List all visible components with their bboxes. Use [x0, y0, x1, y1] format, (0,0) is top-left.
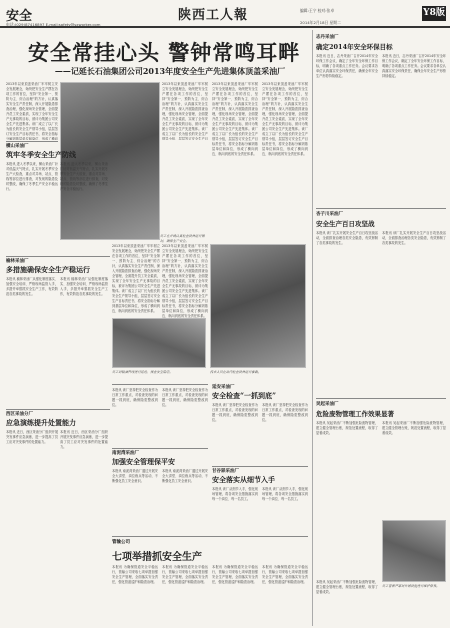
article-tag: 南泥湾采油厂 [112, 451, 139, 456]
photo-caption: 员工对输油管线进行巡检，排查安全隐患。 [112, 370, 173, 374]
photo-maintenance [382, 520, 446, 582]
article-body: 本报讯 该厂坚持把安全检查作为日常工作重点，对检查发现的问题一抓到底，确保隐患整改到位。 [262, 403, 308, 422]
article-body: 本报讯 为确保管道安全平稳运行，管输公司采取七项举措加强安全生产管理，全面落实安全责任，强化管道巡护和隐患治理。 [262, 565, 308, 584]
article-body: 本报讯 近日，西区采油分厂组织开展突发事件应急演练，进一步提高了员工应对突发事件的处置能力。 [6, 430, 58, 444]
section-name: 安全 [6, 9, 33, 24]
article-tag: 杏子川采油厂 [316, 212, 343, 217]
article-body: 本报讯 该厂坚持把安全检查作为日常工作重点，对检查发现的问题一抓到底，确保隐患整改到位。 [162, 388, 208, 407]
article-body: 2013年以来顶盖采油厂牢牢树立安全发展理念，始终把安全生产摆在各项工作的首位，坚持“安全第一、预防为主、综合治理”的方针，认真落实安全生产责任制，深入开展隐患排查治理，强化现场安全管理，全面提升员工安全素质，实现了全年安全生产无事故的目标，被评为集团公司安全生产先进集体。该厂成立了以厂长为组长的安全生产领导小组，层层签订安全生产目标责任书，将安全指标分解到基层单位和岗位，形成了横向到边、纵向到底的安全责任体系。 [162, 244, 208, 318]
article-body: 本报讯 为确保管道安全平稳运行，管输公司采取七项举措加强安全生产管理，全面落实安全责任，强化管道巡护和隐患治理。 [112, 565, 158, 584]
photo-caption: 员工冒着严寒对井场设施进行维护保养。 [382, 584, 440, 588]
article-tag: 榆林采油厂 [6, 259, 29, 264]
article-tag: 延安采油厂 [212, 385, 235, 390]
article-tag: 管输公司 [112, 540, 130, 545]
article-body: 本报讯 为确保管道安全平稳运行，管输公司采取七项举措加强安全生产管理，全面落实安全责任，强化管道巡护和隐患治理。 [162, 565, 208, 584]
article-title: 安全生产百日攻坚战 [316, 220, 375, 228]
article-body: 本报讯 榆林采油厂从强化制度落实、加强安全培训、严格现场监管入手，多措并举狠抓安全生产工作，有效防范各类事故的发生。 [6, 277, 58, 296]
article-title: 安全检查“一抓到底” [212, 391, 277, 400]
article-body: 本报讯 进入冬季以来，横山采油厂针对低温天气特点，扎实开展冬季安全生产大检查，重点对井场、站点、管线等部位进行排查，对发现的隐患及时整改，确保了冬季生产安全平稳运行。 [6, 162, 58, 191]
editor-line: 编辑:王宁 校对:张卓 [300, 8, 335, 13]
article-tag: 横山采油厂 [6, 144, 29, 149]
article-title: 安全落实从细节入手 [212, 475, 275, 484]
photo-worker [210, 244, 306, 368]
article-body: 本报讯 吴起采油厂不断加强危险废物管理，建立健全管理台账，规范处置流程，取得了显著成效。 [316, 421, 378, 435]
article-title: 加强安全管理保平安 [112, 457, 175, 466]
article-body: 本报讯 该厂坚持把安全检查作为日常工作重点，对检查发现的问题一抓到底，确保隐患整改到位。 [212, 403, 258, 422]
article-body: 本报讯 榆林采油厂从强化制度落实、加强安全培训、严格现场监管入手，多措并举狠抓安全生产工作，有效防范各类事故的发生。 [60, 277, 108, 296]
article-title: 多措施确保安全生产稳运行 [6, 265, 90, 274]
article-tag: 志丹采油厂 [316, 35, 339, 40]
article-body: 本报讯 该厂从细节入手，强化现场管理，将各项安全措施落实到每一个岗位、每一名员工。 [212, 487, 258, 501]
article-title: 确定2014年安全环保目标 [316, 43, 393, 51]
main-body-col4: 2013年以来顶盖采油厂牢牢树立安全发展理念，始终把安全生产摆在各项工作的首位，坚持“安全第一、预防为主、综合治理”的方针，认真落实安全生产责任制，深入开展隐患排查治理，强化现场安全管理，全面提升员工安全素质，实现了全年安全生产无事故的目标，被评为集团公司安全生产先进集体。该厂成立了以厂长为组长的安全生产领导小组，层层签订安全生产目标责任书，将安全指标分解到基层单位和岗位，形成了横向到边、纵向到底的安全责任体系。 [262, 82, 308, 156]
main-photo-caption: 员工在井场认真检查设备运行情况，确保生产安全。 [160, 234, 205, 243]
newspaper-logo: 陕西工人報 [178, 8, 249, 23]
main-body-col1: 2013年以来顶盖采油厂牢牢树立安全发展理念，始终把安全生产摆在各项工作的首位，坚持“安全第一、预防为主、综合治理”的方针，认真落实安全生产责任制，深入开展隐患排查治理，强化现场安全管理，全面提升员工安全素质，实现了全年安全生产无事故的目标，被评为集团公司安全生产先进集体。该厂成立了以厂长为组长的安全生产领导小组，层层签订安全生产目标责任书，将安全指标分解到基层单位和岗位，形成了横向 [6, 82, 58, 140]
main-headline: 安全常挂心头 警钟常鸣耳畔 [28, 40, 301, 65]
article-body: 本报讯 近日，志丹采油厂召开2014年安全环保工作会议，确定了全年安全环保工作目标，明确了各项重点工作任务。会议要求各单位认真落实安全环保责任，确保全年安全生产形势持续稳定。 [316, 54, 378, 78]
article-body: 本报讯 进入冬季以来，横山采油厂针对低温天气特点，扎实开展冬季安全生产大检查，重点对井场、站点、管线等部位进行排查，对发现的隐患及时整改，确保了冬季生产安全平稳运行。 [60, 162, 108, 191]
article-body: 本报讯 该厂扎实开展安全生产百日攻坚战活动，全面排查治理各类安全隐患，有效遏制了各类事故的发生。 [382, 231, 446, 245]
article-body: 本报讯 该厂从细节入手，强化现场管理，将各项安全措施落实到每一个岗位、每一名员工。 [262, 487, 308, 501]
article-tag: 西区采油分厂 [6, 412, 33, 417]
article-body: 本报讯 为确保管道安全平稳运行，管输公司采取七项举措加强安全生产管理，全面落实安全责任，强化管道巡护和隐患治理。 [212, 565, 258, 584]
main-subtitle: ——记延长石油集团公司2013年度安全生产先进集体顶盖采油厂 [54, 66, 286, 76]
article-title: 七项举措抓安全生产 [112, 552, 202, 563]
article-body: 2013年以来顶盖采油厂牢牢树立安全发展理念，始终把安全生产摆在各项工作的首位，坚持“安全第一、预防为主、综合治理”的方针，认真落实安全生产责任制，深入开展隐患排查治理，强化现场安全管理，全面提升员工安全素质，实现了全年安全生产无事故的目标，被评为集团公司安全生产先进集体。该厂成立了以厂长为组长的安全生产领导小组，层层签订安全生产目标责任书，将安全指标分解到基层单位和岗位，形成了横向到边、纵向到底的安全责任体系。 [112, 244, 160, 313]
article-body: 本报讯 该厂扎实开展安全生产百日攻坚战活动，全面排查治理各类安全隐患，有效遏制了各类事故的发生。 [316, 231, 378, 245]
article-body: 本报讯 南泥湾采油厂通过开展安全大讲堂、岗位练兵等活动，不断强化员工安全意识。 [162, 469, 208, 483]
main-body-col3: 2013年以来顶盖采油厂牢牢树立安全发展理念，始终把安全生产摆在各项工作的首位，坚持“安全第一、预防为主、综合治理”的方针，认真落实安全生产责任制，深入开展隐患排查治理，强化现场安全管理，全面提升员工安全素质，实现了全年安全生产无事故的目标，被评为集团公司安全生产先进集体。该厂成立了以厂长为组长的安全生产领导小组，层层签订安全生产目标责任书，将安全指标分解到基层单位和岗位，形成了横向到边、纵向到底的安全责任体系。 [212, 82, 258, 156]
article-body: 本报讯 吴起采油厂不断加强危险废物管理，建立健全管理台账，规范处置流程，取得了显著成效。 [382, 421, 446, 435]
article-tag: 吴起采油厂 [316, 402, 339, 407]
article-body: 本报讯 该厂坚持把安全检查作为日常工作重点，对检查发现的问题一抓到底，确保隐患整改到位。 [112, 388, 158, 407]
photo-inspection [112, 318, 206, 368]
article-tag: 甘谷驿采油厂 [212, 469, 239, 474]
article-title: 应急演练提升处置能力 [6, 418, 76, 427]
article-title: 筑牢冬季安全生产防线 [6, 150, 76, 159]
main-body-col2: 2013年以来顶盖采油厂牢牢树立安全发展理念，始终把安全生产摆在各项工作的首位，坚持“安全第一、预防为主、综合治理”的方针，认真落实安全生产责任制，深入开展隐患排查治理，强化现场安全管理，全面提升员工安全素质，实现了全年安全生产无事故的目标，被评为集团公司安全生产先进集体。该厂成立了以厂长为组长的安全生产领导小组，层层签订安全生产目 [162, 82, 208, 140]
page-number-badge: Y8版 [422, 6, 446, 21]
contact-line: 电话:(029)87416897 E-mail:safety@sxworker.com [6, 22, 101, 27]
article-body: 本报讯 南泥湾采油厂通过开展安全大讲堂、岗位练兵等活动，不断强化员工安全意识。 [112, 469, 158, 483]
photo-caption: 技术人员在站内检查设备运行参数。 [210, 370, 261, 374]
date-line: 2014年2月18日 星期二 [300, 20, 341, 25]
article-body: 本报讯 吴起采油厂不断加强危险废物管理，建立健全管理台账，规范处置流程，取得了显著成效。 [316, 580, 378, 594]
article-body: 本报讯 近日，西区采油分厂组织开展突发事件应急演练，进一步提高了员工应对突发事件的处置能力。 [60, 430, 108, 449]
article-title: 危险废物管理工作效果显著 [316, 410, 394, 418]
article-body: 本报讯 近日，志丹采油厂召开2014年安全环保工作会议，确定了全年安全环保工作目标，明确了各项重点工作任务。会议要求各单位认真落实安全环保责任，确保全年安全生产形势持续稳定。 [382, 54, 446, 78]
